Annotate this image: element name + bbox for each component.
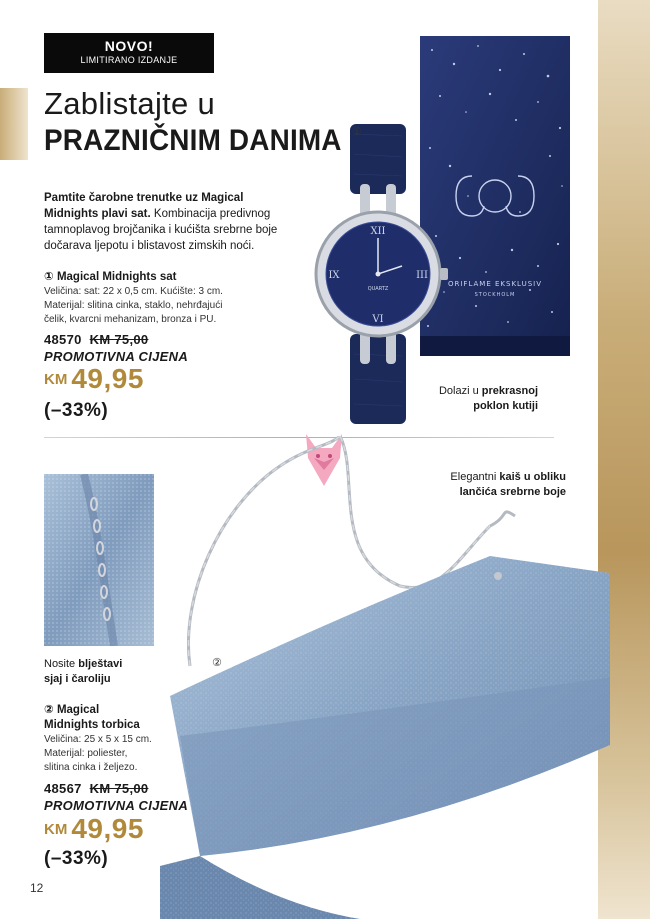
product-watch-title: ① Magical Midnights sat <box>44 271 177 283</box>
caption-gift-box: Dolazi u prekrasnoj poklon kutiji <box>438 385 538 412</box>
spec-line: slitina cinka i željezo. <box>44 762 138 773</box>
product-bag-code: 48567 KM 75,00 <box>44 781 149 796</box>
product-watch-code: 48570 KM 75,00 <box>44 332 149 347</box>
watch-image <box>310 124 470 424</box>
bag-image <box>160 436 610 919</box>
box-brand-line2: STOCKHOLM <box>474 292 516 298</box>
novo-badge <box>44 33 214 73</box>
spec-line: Veličina: 25 x 5 x 15 cm. <box>44 734 152 745</box>
spec-line: čelik, kvarcni mehanizam, bronza i PU. <box>44 314 217 325</box>
dial-label: QUARTZ <box>367 286 389 292</box>
currency: KM <box>44 821 68 838</box>
intro-bold: Pamtite čarobne trenutke uz Magical Midnights plavi sat. <box>44 192 244 220</box>
currency: KM <box>44 371 68 388</box>
badge-subtitle: LIMITIRANO IZDANJE <box>80 55 178 65</box>
old-price: KM 75,00 <box>89 332 149 347</box>
gold-accent-bar <box>0 88 28 160</box>
old-price: KM 75,00 <box>89 781 149 796</box>
box-brand-line1: ORIFLAME EKSKLUSIV <box>447 280 543 288</box>
caption-fabric: Nosite blještavi sjaj i čaroliju <box>44 658 123 685</box>
product-watch-specs <box>44 270 304 327</box>
product-watch-marker: ① <box>352 126 362 138</box>
intro-paragraph <box>44 190 284 254</box>
product-bag-marker: ② <box>212 657 222 669</box>
headline-line2: PRAZNIČNIM DANIMA <box>44 124 342 157</box>
product-bag-price <box>44 813 144 845</box>
spec-line: Veličina: sat: 22 x 0,5 cm. Kućište: 3 cm. <box>44 286 223 297</box>
product-bag-title: ② Magical Midnights torbica <box>44 704 140 731</box>
promo-label: PROMOTIVNA CIJENA <box>44 349 189 364</box>
product-bag-specs <box>44 703 174 775</box>
spec-line: Materijal: poliester, <box>44 748 128 759</box>
product-watch-discount: (–33%) <box>44 400 109 421</box>
fabric-detail-image <box>44 474 154 646</box>
svg-text:XII: XII <box>370 226 386 237</box>
page-number: 12 <box>30 881 44 895</box>
svg-text:IX: IX <box>328 270 340 281</box>
spec-line: Materijal: slitina cinka, staklo, nehrđajući <box>44 300 223 311</box>
price-value: 49,95 <box>71 813 144 844</box>
svg-text:III: III <box>416 270 428 281</box>
svg-text:VI: VI <box>372 314 384 325</box>
product-bag-discount: (–33%) <box>44 848 109 869</box>
caption-chain: Elegantni kaiš u obliku lančića srebrne boje <box>450 471 566 498</box>
intro-text: Kombinacija predivnog tamnoplavog brojčanika i kućišta srebrne boje dočarava ljepotu i blistavost zimskih noći. <box>44 208 278 252</box>
product-watch-price <box>44 363 144 395</box>
promo-label: PROMOTIVNA CIJENA <box>44 798 189 813</box>
price-value: 49,95 <box>71 363 144 394</box>
headline-line1: Zablistajte u <box>44 86 216 121</box>
badge-title: NOVO! <box>104 38 154 54</box>
